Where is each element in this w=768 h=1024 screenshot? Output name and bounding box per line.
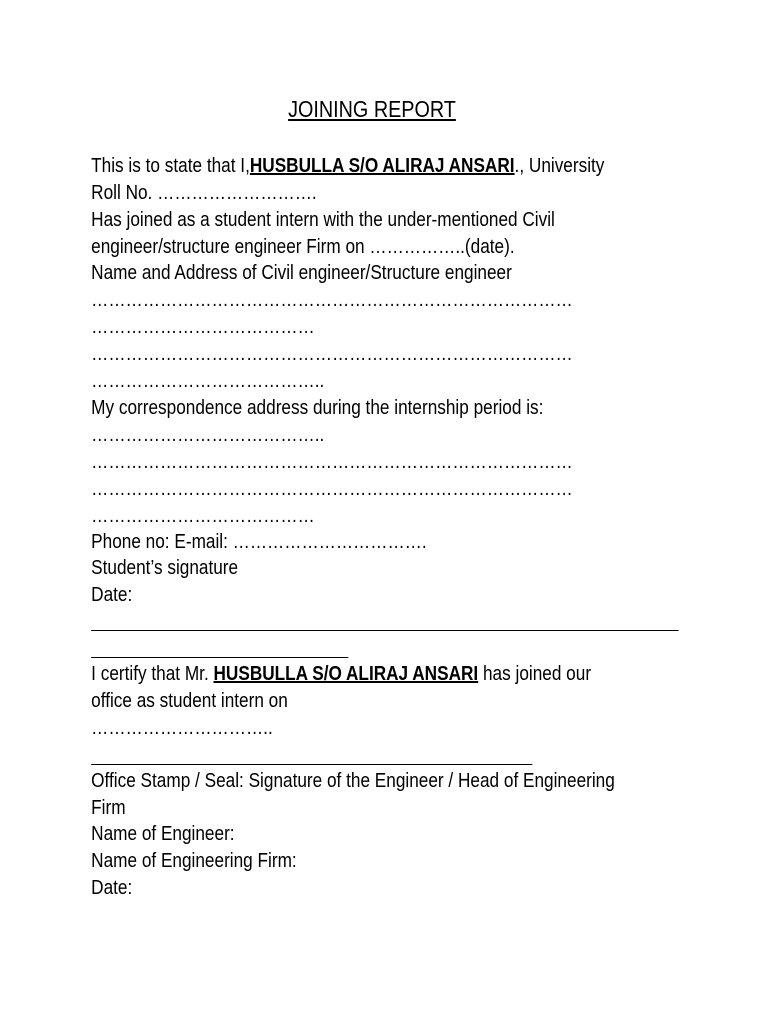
student-name: HUSBULLA S/O ALIRAJ ANSARI [249, 155, 515, 177]
certify-date-dots: ………………………….. [91, 717, 273, 739]
student-signature-label: Student’s signature [91, 557, 239, 579]
engineer-name-label: Name of Engineer: [91, 823, 235, 845]
certify-student-name: HUSBULLA S/O ALIRAJ ANSARI [213, 663, 479, 685]
engineer-address-dots-3: ………………………………………………………………………… [91, 343, 573, 365]
separator-line-3 [91, 764, 532, 765]
certify-line-2: office as student intern on [91, 690, 288, 712]
firm-name-label: Name of Engineering Firm: [91, 850, 297, 872]
document-title: JOINING REPORT [288, 96, 456, 122]
correspondence-dots-4: ………………………………… [91, 505, 315, 527]
separator-line-2 [91, 657, 348, 658]
engineer-address-label: Name and Address of Civil engineer/Structure engineer [91, 262, 512, 284]
correspondence-dots-3: ………………………………………………………………………… [91, 478, 573, 500]
statement-line [91, 153, 604, 179]
statement-prefix: This is to state that I, [91, 155, 250, 177]
engineer-address-dots-2: ………………………………… [91, 316, 315, 338]
separator-line-1 [91, 630, 678, 631]
joined-line-1: Has joined as a student intern with the under-mentioned Civil [91, 209, 555, 231]
certify-suffix: has joined our [478, 663, 592, 685]
engineer-address-dots-4: ………………………………….. [91, 370, 325, 392]
office-stamp-line-2: Firm [91, 797, 126, 819]
phone-email-line: Phone no: E-mail: ……………………………. [91, 531, 427, 553]
correspondence-label: My correspondence address during the internship period is: [91, 397, 544, 419]
student-date-label: Date: [91, 584, 133, 606]
certify-line-1 [91, 661, 591, 687]
joined-line-2: engineer/structure engineer Firm on ……………..(date). [91, 236, 515, 258]
correspondence-dots-2: ………………………………………………………………………… [91, 451, 573, 473]
correspondence-dots-1: ………………………………….. [91, 424, 325, 446]
engineer-address-dots-1: ………………………………………………………………………… [91, 289, 573, 311]
office-stamp-line-1: Office Stamp / Seal: Signature of the Engineer / Head of Engineering [91, 770, 615, 792]
certify-prefix: I certify that Mr. [91, 663, 214, 685]
statement-suffix: ., University [514, 155, 605, 177]
roll-number-line: Roll No. ………………………. [91, 182, 317, 204]
engineer-date-label: Date: [91, 877, 133, 899]
